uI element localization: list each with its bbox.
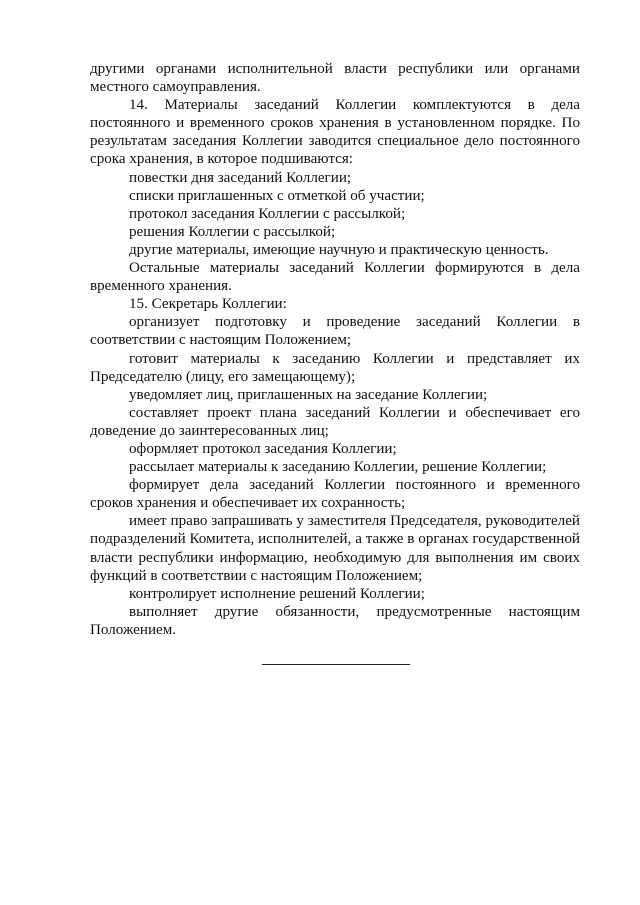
duty-controls: контролирует исполнение решений Коллегии;	[129, 585, 425, 602]
duty-protocol: оформляет протокол заседания Коллегии;	[129, 440, 397, 457]
duty-requests-info: имеет право запрашивать у заместителя Председателя, руководителей подразделений Комитета, исполнителей, а также в органах государственной власти республики информацию, необходимую для выполнения им своих функций в соответствии с настоящим Положением;	[90, 513, 580, 584]
paragraph-item-14: 14. Материалы заседаний Коллегии комплектуются в дела постоянного и временного сроков хранения в установленном порядке. По результатам заседания Коллегии заводится специальное дело постоянного срока хранения, в которое подшиваются:	[90, 97, 580, 168]
duty-organizes: организует подготовку и проведение заседаний Коллегии в соответствии с настоящим Положением;	[90, 314, 580, 349]
duty-drafts-plan: составляет проект плана заседаний Коллегии и обеспечивает его доведение до заинтересованных лиц;	[90, 404, 580, 439]
duty-prepares: готовит материалы к заседанию Коллегии и представляет их Председателю (лицу, его замещающему);	[90, 350, 580, 385]
paragraph-item-15: 15. Секретарь Коллегии:	[129, 296, 287, 313]
list-item-protocol: протокол заседания Коллегии с рассылкой;	[129, 205, 406, 222]
duty-distributes: рассылает материалы к заседанию Коллегии, решение Коллегии;	[129, 459, 547, 476]
duty-other: выполняет другие обязанности, предусмотренные настоящим Положением.	[90, 603, 580, 638]
paragraph-temporary-storage: Остальные материалы заседаний Коллегии формируются в дела временного хранения.	[90, 260, 580, 295]
list-item-decisions: решения Коллегии с рассылкой;	[129, 223, 336, 240]
duty-forms-files: формирует дела заседаний Коллегии постоянного и временного сроков хранения и обеспечивает их сохранность;	[90, 477, 580, 512]
document-body	[90, 60, 580, 639]
duty-notifies: уведомляет лиц, приглашенных на заседание Коллегии;	[129, 386, 488, 403]
paragraph-continuation: другими органами исполнительной власти республики или органами местного самоуправления.	[90, 61, 580, 96]
end-divider-line	[262, 664, 410, 665]
list-item-agendas: повестки дня заседаний Коллегии;	[129, 169, 352, 186]
list-item-other-materials: другие материалы, имеющие научную и практическую ценность.	[129, 241, 549, 258]
list-item-invite-lists: списки приглашенных с отметкой об участии;	[129, 187, 425, 204]
